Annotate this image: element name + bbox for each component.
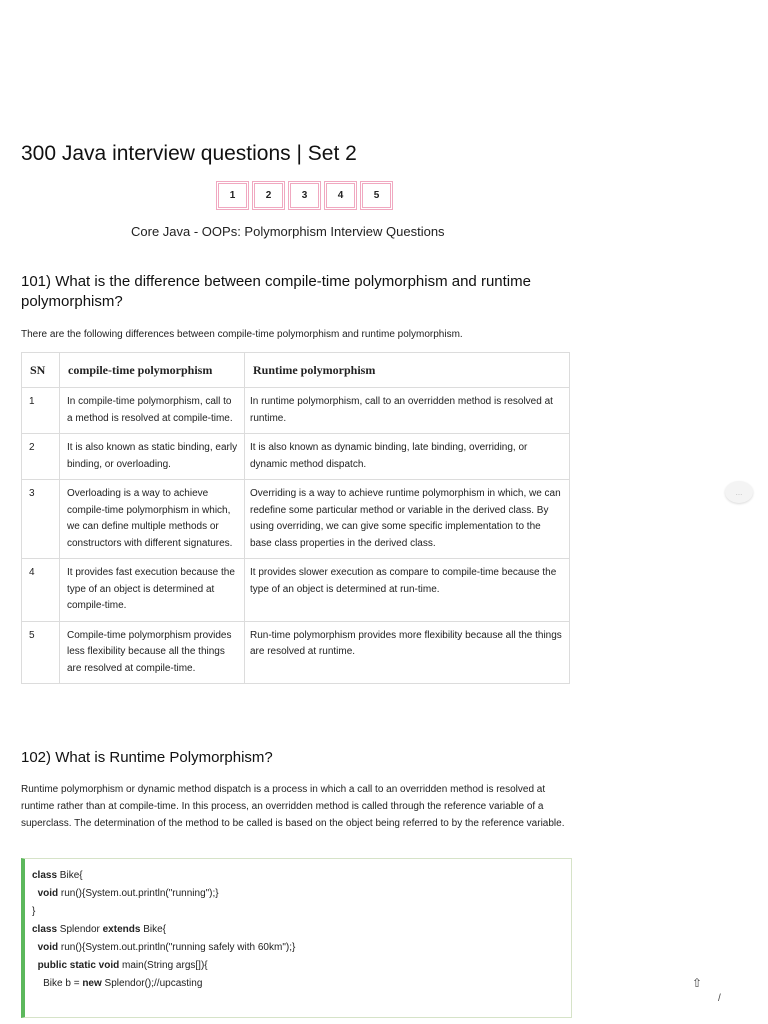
question-102-paragraph: Runtime polymorphism or dynamic method dispatch is a process in which a call to an overridden method is resolved at runtime rather than at compile-time. In this process, an overridden method is called through the reference variable of a superclass. The determination of the method to be called is based on the object being referred to by the reference variable. xyxy=(21,784,565,829)
table-cell-runtime: Run-time polymorphism provides more flexibility because all the things are resolved at runtime. xyxy=(245,621,570,684)
page-link-1[interactable]: 1 xyxy=(216,181,249,210)
code-line xyxy=(32,957,571,975)
code-keyword: extends xyxy=(102,924,141,935)
table-cell-compile-time: Overloading is a way to achieve compile-time polymorphism in which, we can define multiple methods or constructors with different signatures. xyxy=(60,480,245,559)
code-line xyxy=(32,921,571,939)
code-keyword: class xyxy=(32,870,58,881)
code-line xyxy=(32,885,571,903)
comparison-table xyxy=(21,352,570,684)
code-line xyxy=(32,867,571,885)
table-cell-runtime: Overriding is a way to achieve runtime polymorphism in which, we can redefine some particular method or variable in the derived class. By using overriding, we can give some specific implementation to the base class properties in the derived class. xyxy=(245,480,570,559)
table-cell-sn: 3 xyxy=(22,480,60,559)
table-row xyxy=(22,434,570,480)
pagination xyxy=(216,181,393,210)
table-cell-sn: 2 xyxy=(22,434,60,480)
code-keyword: new xyxy=(82,978,102,989)
code-text: Splendor();//upcasting xyxy=(101,978,203,989)
code-keyword: class xyxy=(32,924,58,935)
table-row xyxy=(22,559,570,622)
corner-mark: / xyxy=(718,993,721,1004)
table-header-row xyxy=(22,353,570,388)
question-101-intro: There are the following differences between compile-time polymorphism and runtime polymorphism. xyxy=(21,329,463,340)
code-text: Bike{ xyxy=(57,870,83,881)
code-keyword: public static void xyxy=(37,960,120,971)
table-cell-runtime: It provides slower execution as compare to compile-time because the type of an object is determined at run-time. xyxy=(245,559,570,622)
table-cell-compile-time: In compile-time polymorphism, call to a method is resolved at compile-time. xyxy=(60,388,245,434)
table-row xyxy=(22,388,570,434)
code-block xyxy=(21,858,572,1018)
table-cell-sn: 5 xyxy=(22,621,60,684)
table-cell-compile-time: It provides fast execution because the type of an object is determined at compile-time. xyxy=(60,559,245,622)
code-line xyxy=(32,975,571,993)
table-cell-runtime: In runtime polymorphism, call to an overridden method is resolved at runtime. xyxy=(245,388,570,434)
question-102-heading: 102) What is Runtime Polymorphism? xyxy=(21,749,273,766)
code-keyword: void xyxy=(37,888,59,899)
code-text: Bike b = xyxy=(43,978,83,989)
page-link-4[interactable]: 4 xyxy=(324,181,357,210)
section-subtitle: Core Java - OOPs: Polymorphism Interview Questions xyxy=(131,224,445,239)
column-header-sn: SN xyxy=(22,353,60,388)
page-link-3[interactable]: 3 xyxy=(288,181,321,210)
code-text: run(){System.out.println("running");} xyxy=(58,888,219,899)
code-text: Splendor xyxy=(57,924,103,935)
code-keyword: void xyxy=(37,942,59,953)
page-link-5[interactable]: 5 xyxy=(360,181,393,210)
page-link-2[interactable]: 2 xyxy=(252,181,285,210)
column-header-compile-time: compile-time polymorphism xyxy=(60,353,245,388)
code-line xyxy=(32,903,571,921)
table-cell-runtime: It is also known as dynamic binding, late binding, overriding, or dynamic method dispatch. xyxy=(245,434,570,480)
table-cell-sn: 1 xyxy=(22,388,60,434)
page-title: 300 Java interview questions | Set 2 xyxy=(21,142,357,165)
code-text: Bike{ xyxy=(140,924,166,935)
scroll-to-top-icon[interactable]: ⇧ xyxy=(692,976,703,990)
code-text: run(){System.out.println("running safely with 60km");} xyxy=(58,942,296,953)
code-text: main(String args[]){ xyxy=(119,960,208,971)
table-cell-compile-time: It is also known as static binding, early binding, or overloading. xyxy=(60,434,245,480)
question-101-heading: 101) What is the difference between compile-time polymorphism and runtime polymorphism? xyxy=(21,273,531,310)
table-row xyxy=(22,621,570,684)
column-header-runtime: Runtime polymorphism xyxy=(245,353,570,388)
more-options-icon[interactable]: ... xyxy=(725,481,753,503)
table-cell-sn: 4 xyxy=(22,559,60,622)
table-cell-compile-time: Compile-time polymorphism provides less flexibility because all the things are resolved at compile-time. xyxy=(60,621,245,684)
code-text: } xyxy=(32,906,36,917)
code-line xyxy=(32,939,571,957)
table-row xyxy=(22,480,570,559)
